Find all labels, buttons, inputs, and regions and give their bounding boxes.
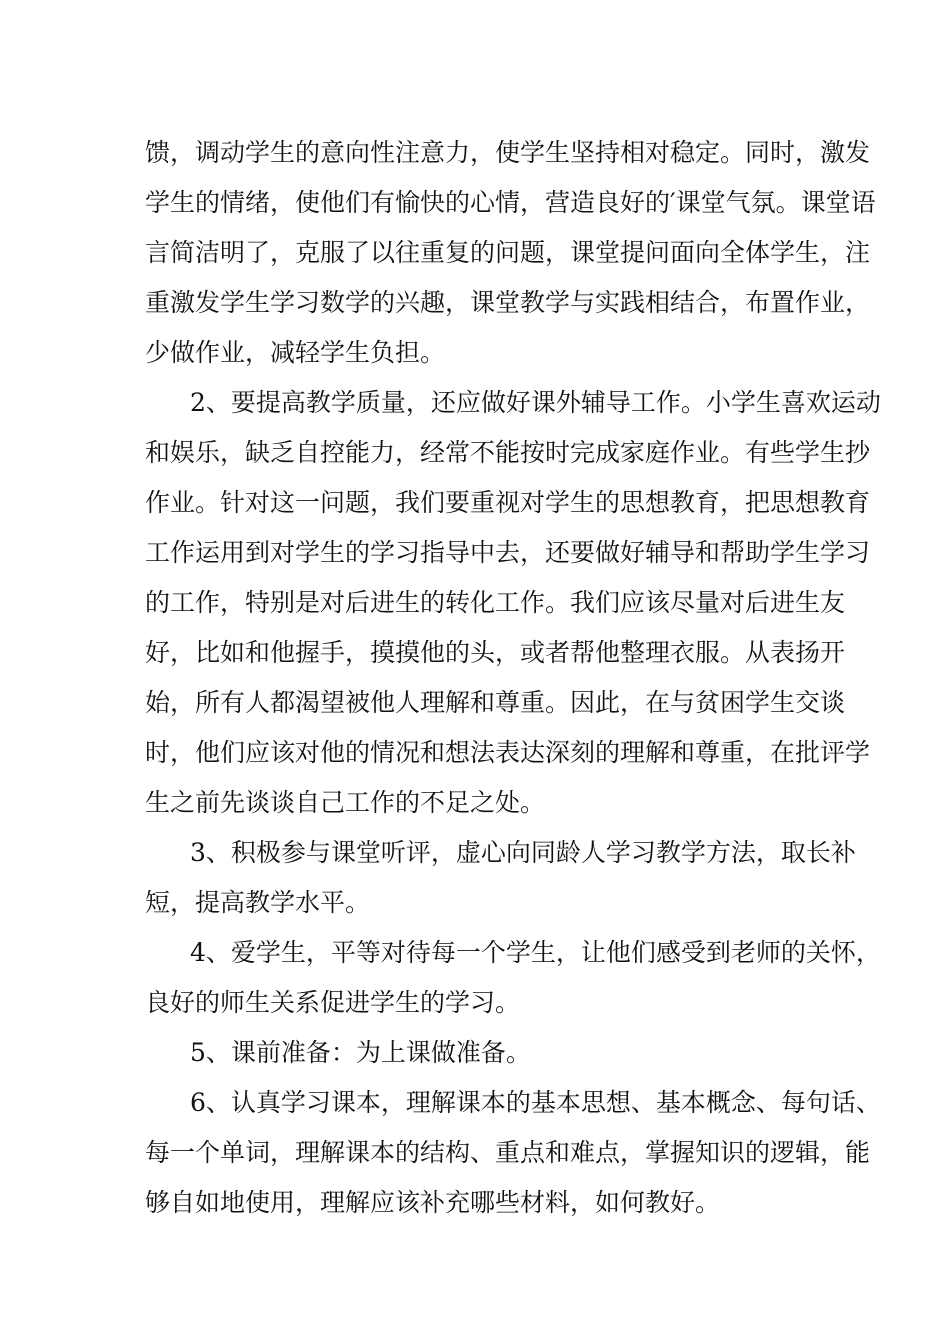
text-line: 2、要提高教学质量，还应做好课外辅导工作。小学生喜欢运动 — [190, 388, 881, 417]
text-line: 好，比如和他握手，摸摸他的头，或者帮他整理衣服。从表扬开 — [145, 638, 846, 667]
text-line: 5、课前准备：为上课做准备。 — [190, 1038, 531, 1067]
text-line: 学生的情绪，使他们有愉快的心情，营造良好的′课堂气氛。课堂语 — [145, 188, 876, 217]
text-line: 每一个单词，理解课本的结构、重点和难点，掌握知识的逻辑，能 — [145, 1138, 871, 1167]
text-line: 少做作业，减轻学生负担。 — [145, 338, 446, 367]
text-line: 言简洁明了，克服了以往重复的问题，课堂提问面向全体学生，注 — [145, 238, 871, 267]
text-line: 6、认真学习课本，理解课本的基本思想、基本概念、每句话、 — [190, 1088, 881, 1117]
text-line: 工作运用到对学生的学习指导中去，还要做好辅导和帮助学生学习 — [145, 538, 871, 567]
text-line: 短，提高教学水平。 — [145, 888, 371, 917]
text-line: 4、爱学生，平等对待每一个学生，让他们感受到老师的关怀， — [190, 938, 881, 967]
text-line: 作业。针对这一问题，我们要重视对学生的思想教育，把思想教育 — [145, 488, 871, 517]
text-line: 3、积极参与课堂听评，虚心向同龄人学习教学方法，取长补 — [190, 838, 856, 867]
text-line: 的工作，特别是对后进生的转化工作。我们应该尽量对后进生友 — [145, 588, 846, 617]
text-line: 始，所有人都渴望被他人理解和尊重。因此，在与贫困学生交谈 — [145, 688, 846, 717]
text-line: 馈，调动学生的意向性注意力，使学生坚持相对稳定。同时，激发 — [145, 138, 871, 167]
text-line: 和娱乐，缺乏自控能力，经常不能按时完成家庭作业。有些学生抄 — [145, 438, 871, 467]
text-line: 时，他们应该对他的情况和想法表达深刻的理解和尊重，在批评学 — [145, 738, 871, 767]
text-line: 生之前先谈谈自己工作的不足之处。 — [145, 788, 546, 817]
text-line: 够自如地使用，理解应该补充哪些材料，如何教好。 — [145, 1188, 721, 1217]
text-line: 良好的师生关系促进学生的学习。 — [145, 988, 521, 1017]
text-line: 重激发学生学习数学的兴趣，课堂教学与实践相结合，布置作业， — [145, 288, 871, 317]
